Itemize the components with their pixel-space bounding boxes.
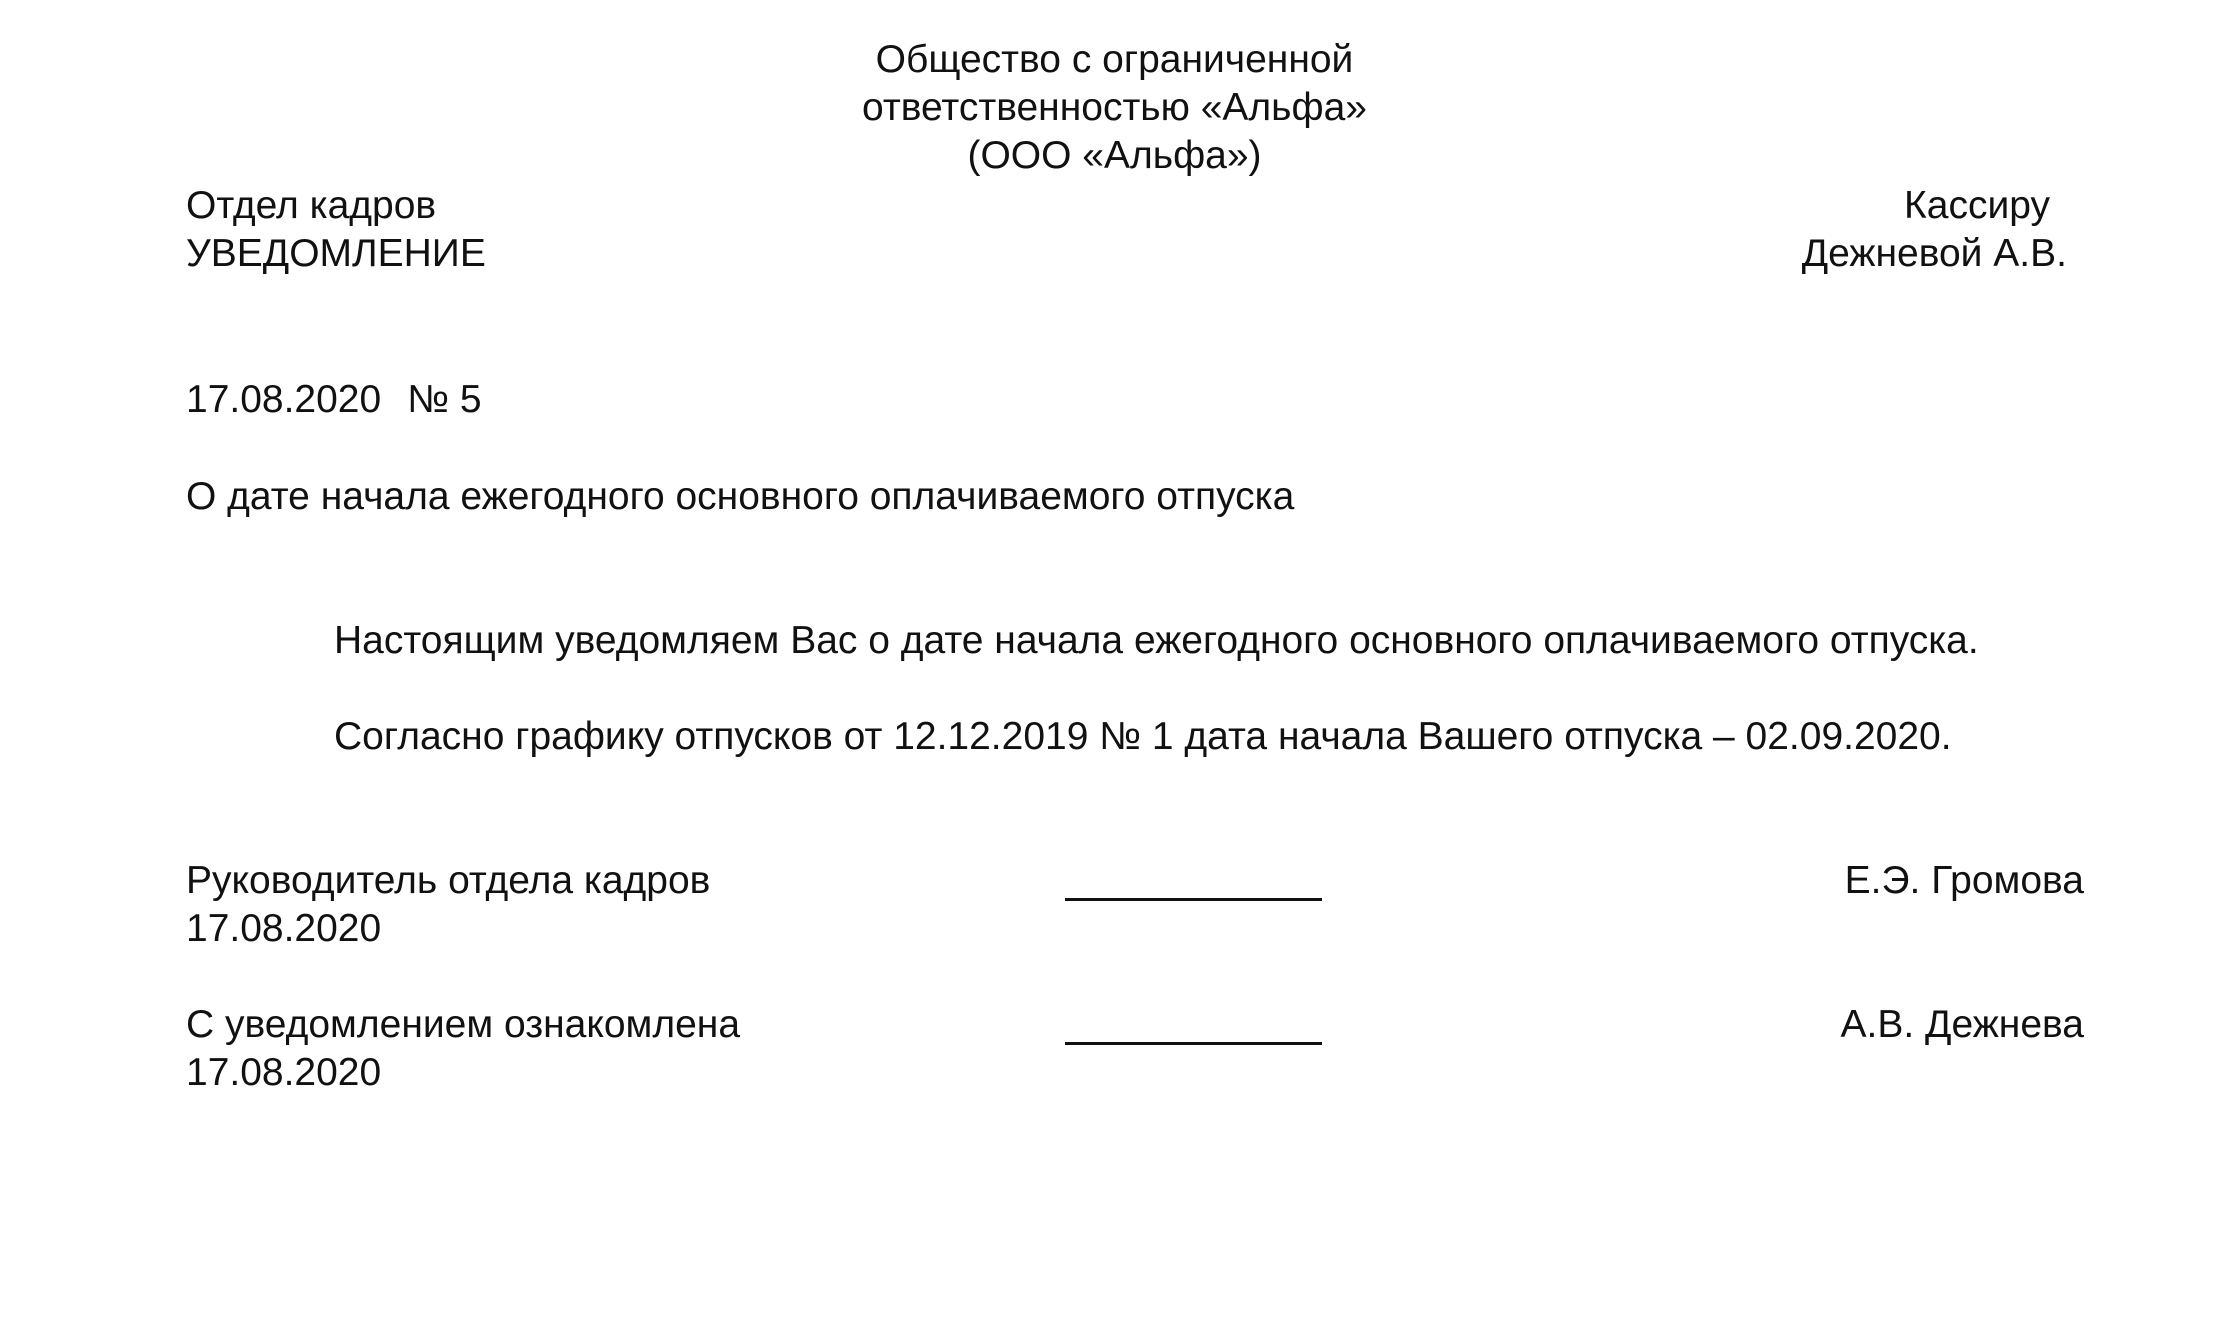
recipient-name: Дежневой А.В. [1801,232,2067,275]
signature-2-line [1065,1042,1322,1045]
organization-name-line-2: ответственностью «Альфа» [862,86,1367,129]
organization-short-name: (ООО «Альфа») [967,134,1262,177]
signature-1-date: 17.08.2020 [186,907,382,950]
signature-2-role-block [186,1001,740,1097]
document-type: УВЕДОМЛЕНИЕ [186,232,486,275]
registration-line [186,376,482,424]
organization-name-line-1: Общество с ограниченной [875,38,1354,81]
sender-department: Отдел кадров [186,184,437,227]
signature-2-date: 17.08.2020 [186,1051,382,1094]
signature-2-name: А.В. Дежнева [1840,1003,2084,1046]
recipient-position: Кассиру [1904,184,2050,227]
registration-date: 17.08.2020 [186,378,382,421]
sender-block [186,182,486,278]
signature-1-line [1065,898,1322,901]
document-subject: О дате начала ежегодного основного оплачиваемого отпуска [186,475,1295,518]
signature-1-role: Руководитель отдела кадров [186,859,711,902]
registration-number: № 5 [407,378,482,421]
signature-1-name: Е.Э. Громова [1844,859,2084,902]
signature-1-role-block [186,857,710,953]
organization-header [0,36,2229,180]
body-paragraph-1: Настоящим уведомляем Вас о дате начала ежегодного основного оплачиваемого отпуска. [334,619,1979,662]
recipient-block [1802,182,2067,278]
signature-2-role: С уведомлением ознакомлена [186,1003,741,1046]
body-paragraph-2: Согласно графику отпусков от 12.12.2019 № 1 дата начала Вашего отпуска – 02.09.2020. [334,715,1952,758]
